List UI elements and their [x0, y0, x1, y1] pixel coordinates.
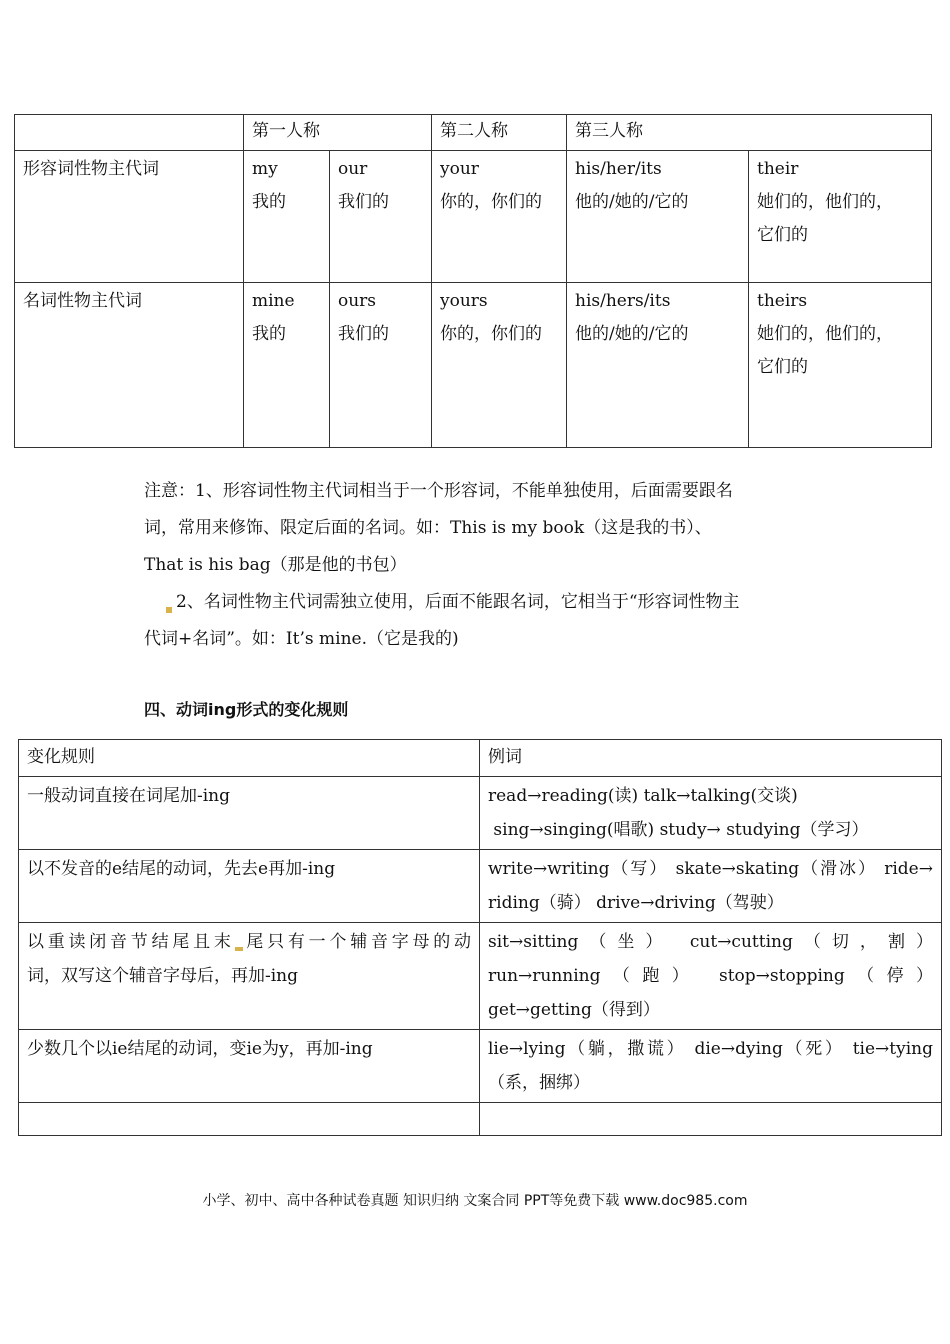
table-header-row: [19, 740, 942, 777]
example-line: read→reading(读) talk→talking(交谈): [488, 786, 798, 806]
table-header-row: [15, 115, 932, 151]
rule-text: 以重读闭音节结尾且末: [27, 932, 235, 952]
cell-en: ours: [338, 291, 377, 311]
empty-cell: [19, 1103, 480, 1136]
cell-en: theirs: [757, 291, 808, 311]
cell-cn: 你的，你们的: [440, 324, 542, 344]
empty-cell: [480, 1103, 942, 1136]
table-row: [15, 151, 932, 283]
table-cell: [567, 283, 749, 448]
table-cell: [567, 151, 749, 283]
header-example: 例词: [480, 740, 942, 777]
rule-line: [27, 925, 471, 959]
rule-text: 尾只有一个辅音字母的动: [242, 932, 472, 952]
cell-en: mine: [252, 291, 295, 311]
rule-cell: [19, 923, 480, 1030]
example-line: lie→lying（躺，撒谎） die→dying（死） tie→tying: [488, 1039, 933, 1059]
cell-cn: 它们的: [757, 225, 808, 245]
note-line: [144, 584, 824, 621]
cell-en: yours: [440, 291, 488, 311]
rule-cell: 以不发音的e结尾的动词，先去e再加-ing: [19, 850, 480, 923]
table-row: [15, 283, 932, 448]
header-third-person: 第三人称: [567, 115, 932, 151]
cell-cn: 它们的: [757, 357, 808, 377]
page-footer: 小学、初中、高中各种试卷真题 知识归纳 文案合同 PPT等免费下载 www.doc985.com: [202, 1193, 748, 1209]
table-cell: [330, 151, 432, 283]
table-row: [19, 923, 942, 1030]
cell-cn: 我的: [252, 324, 286, 344]
cell-cn: 我的: [252, 192, 286, 212]
cell-cn: 她们的，他们的，: [757, 324, 893, 344]
table-cell: [244, 283, 330, 448]
cell-en: our: [338, 159, 368, 179]
note-line: That is his bag（那是他的书包）: [144, 555, 407, 575]
example-line: sing→singing(唱歌) study→ studying（学习）: [488, 820, 869, 840]
rule-cell: 少数几个以ie结尾的动词，变ie为y，再加-ing: [19, 1030, 480, 1103]
cell-cn: 他的/她的/它的: [575, 192, 689, 212]
cell-cn: 我们的: [338, 324, 389, 344]
row-label: 形容词性物主代词: [15, 151, 244, 283]
row-label: 名词性物主代词: [15, 283, 244, 448]
cell-en: your: [440, 159, 479, 179]
example-cell: [480, 777, 942, 850]
header-first-person: 第一人称: [244, 115, 432, 151]
table-cell: [330, 283, 432, 448]
section-heading: 四、动词ing形式的变化规则: [144, 700, 349, 719]
table-cell: [749, 283, 932, 448]
ing-rules-table: [18, 739, 942, 1136]
example-line: run→running（跑） stop→stopping（停）: [488, 966, 933, 986]
example-line: get→getting（得到）: [488, 1000, 660, 1020]
rule-cell: 一般动词直接在词尾加-ing: [19, 777, 480, 850]
table-row-empty: [19, 1103, 942, 1136]
example-line: sit→sitting（坐） cut→cutting（切，割）: [488, 932, 933, 952]
note-text: 2、名词性物主代词需独立使用，后面不能跟名词，它相当于“形容词性物主: [176, 592, 740, 612]
note-line: 代词+名词”。如：It’s mine.（它是我的): [144, 629, 459, 649]
example-line: riding（骑） drive→driving（驾驶）: [488, 893, 784, 913]
cell-en: his/hers/its: [575, 291, 671, 311]
cell-cn: 他的/她的/它的: [575, 324, 689, 344]
header-rule: 变化规则: [19, 740, 480, 777]
table-row: [19, 777, 942, 850]
notes-block: [144, 473, 824, 658]
cell-cn: 你的，你们的: [440, 192, 542, 212]
table-cell: [749, 151, 932, 283]
example-cell: [480, 923, 942, 1030]
table-cell: [244, 151, 330, 283]
example-cell: [480, 850, 942, 923]
edit-mark-icon: [166, 607, 172, 613]
cell-cn: 我们的: [338, 192, 389, 212]
cell-cn: 她们的，他们的，: [757, 192, 893, 212]
table-row: [19, 850, 942, 923]
cell-en: my: [252, 159, 278, 179]
example-cell: [480, 1030, 942, 1103]
cell-en: his/her/its: [575, 159, 662, 179]
table-cell: [432, 151, 567, 283]
possessive-pronoun-table: [14, 114, 932, 448]
rule-line: 词，双写这个辅音字母后，再加-ing: [27, 966, 299, 986]
edit-mark-icon: [235, 947, 243, 951]
example-line: write→writing（写） skate→skating（滑冰） ride→: [488, 859, 933, 879]
note-line: 注意：1、形容词性物主代词相当于一个形容词，不能单独使用，后面需要跟名: [144, 481, 733, 501]
header-second-person: 第二人称: [432, 115, 567, 151]
note-line: 词，常用来修饰、限定后面的名词。如：This is my book（这是我的书）、: [144, 518, 712, 538]
header-empty-cell: [15, 115, 244, 151]
table-cell: [432, 283, 567, 448]
table-row: [19, 1030, 942, 1103]
example-line: （系，捆绑）: [488, 1073, 590, 1093]
cell-en: their: [757, 159, 799, 179]
